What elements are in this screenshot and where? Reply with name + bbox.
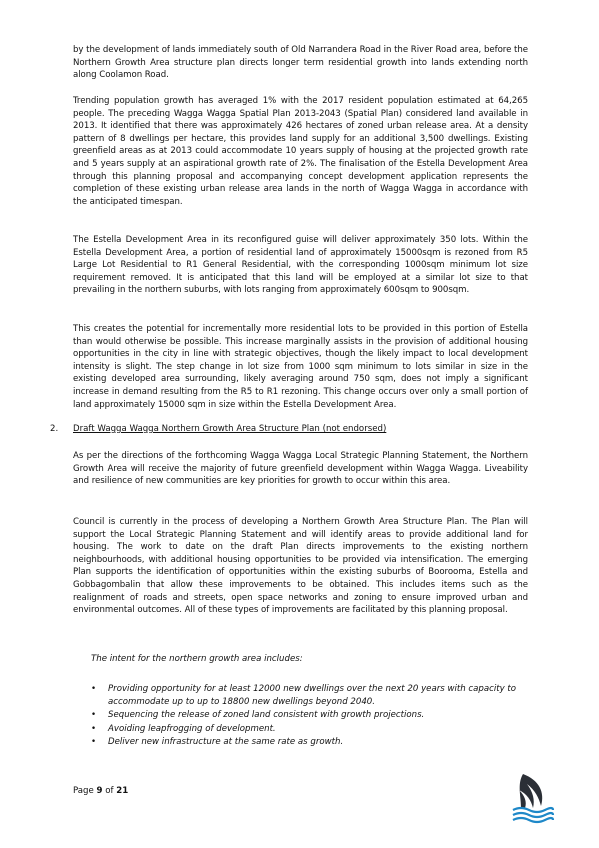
bullet-icon: • [91, 684, 97, 694]
list-item [91, 683, 528, 708]
page-number: 9 [96, 786, 103, 796]
paragraph-structure-plan: Council is currently in the process of developing a Northern Growth Area Structure Plan. The Plan will support the Local Strategic Planning Statement and will identify areas to provide additional land for housing. The work to date on the draft Plan directs improvements to the existing northern neighbourhoods, with additional housing opportunities to be provided via intensification. The emerging Plan supports the identification of opportunities within the existing suburbs of Boorooma, Estella and Gobbagombalin that allow these improvements to be obtained. This includes items such as the realignment of roads and streets, open space networks and zoning to ensure improved urban and environmental outcomes. All of these types of improvements are facilitated by this planning proposal. [73, 517, 528, 616]
paragraph-intro-continuation: by the development of lands immediately south of Old Narrandera Road in the River Road area, before the Northern Growth Area structure plan directs longer term residential growth into lands extending north along Coolamon Road. [73, 45, 528, 81]
section-heading [50, 423, 386, 436]
paragraph-estella-lots: The Estella Development Area in its reconfigured guise will deliver approximately 350 lots. Within the Estella Development Area, a portion of residential land of approximately 15000sqm is rezoned from R5 Large Lot Residential to R1 General Residential, with the corresponding 1000sqm minimum lot size requirement removed. It is anticipated that this land will be employed at a similar lot size to that prevailing in the northern suburbs, with lots ranging from approximately 600sqm to 900sqm. [73, 235, 528, 296]
page-of-label: of [102, 786, 117, 796]
wagga-council-logo-icon [509, 770, 555, 826]
page-label: Page [73, 786, 97, 796]
list-item-text: Avoiding leapfrogging of development. [108, 723, 276, 734]
intent-list [91, 683, 528, 750]
paragraph-incremental-lots: This creates the potential for incrementally more residential lots to be provided in this portion of Estella than would otherwise be possible. This increase marginally assists in the provision of additional housing opportunities in the city in line with strategic objectives, though the likely impact to local development intensity is slight. The step change in lot size from 1000 sqm minimum to lots similar in size in the existing developed area surrounding, likely averaging around 750 sqm, does not imply a significant increase in demand resulting from the R5 to R1 rezoning. This change occurs over only a small portion of land approximately 15000 sqm in size within the Estella Development Area. [73, 324, 528, 410]
bullet-icon: • [91, 710, 97, 721]
paragraph-population-growth: Trending population growth has averaged 1% with the 2017 resident population estimated at 64,265 people. The preceding Wagga Wagga Spatial Plan 2013-2043 (Spatial Plan) considered land available in 2013. It identified that there was approximately 426 hectares of zoned urban release area. At a density pattern of 8 dwellings per hectare, this provides land supply for an additional 3,500 dwellings. Existing greenfield areas as at 2013 could accommodate 10 years supply of housing at the projected growth rate and 5 years supply at an aspirational growth rate of 2%. The finalisation of the Estella Development Area through this planning proposal and accompanying concept development application represents the completion of these existing urban release area lands in the north of Wagga Wagga in accordance with the anticipated timespan. [73, 96, 528, 207]
page-footer [73, 786, 128, 796]
section-number: 2. [50, 424, 59, 434]
paragraph-lsps-directions: As per the directions of the forthcoming Wagga Wagga Local Strategic Planning Statement, the Northern Growth Area will receive the majority of future greenfield development within Wagga Wagga. Liveability and resilience of new communities are key priorities for growth to occur within this area. [73, 451, 528, 487]
list-item-text: Sequencing the release of zoned land consistent with growth projections. [108, 710, 425, 721]
list-item-text: Deliver new infrastructure at the same rate as growth. [108, 737, 344, 748]
list-item-text: Providing opportunity for at least 12000 new dwellings over the next 20 years with capacity to accommodate up to up to 18800 new dwellings beyond 2040. [108, 684, 517, 707]
list-item [91, 723, 528, 736]
section-title: Draft Wagga Wagga Northern Growth Area Structure Plan (not endorsed) [73, 424, 387, 434]
intent-heading: The intent for the northern growth area includes: [91, 654, 303, 664]
bullet-icon: • [91, 737, 97, 748]
list-item [91, 736, 528, 749]
bullet-icon: • [91, 723, 97, 734]
list-item [91, 709, 528, 722]
page-total: 21 [116, 786, 129, 796]
